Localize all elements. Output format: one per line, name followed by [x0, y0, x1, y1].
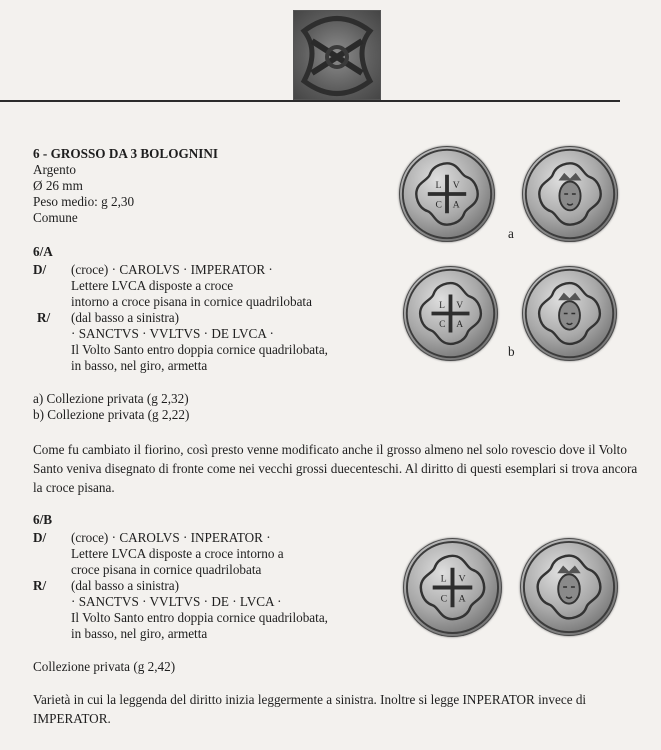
svg-text:V: V — [452, 180, 460, 192]
weight-text: Peso medio: g 2,30 — [33, 194, 135, 209]
section-title: 6 - GROSSO DA 3 BOLOGNINI — [33, 146, 219, 161]
svg-text:V: V — [456, 300, 464, 311]
variant-a-reverse-marker: R/ — [37, 310, 51, 325]
variant-b-obverse-line: (croce) · CAROLVS · INPERATOR · — [71, 530, 271, 545]
svg-text:A: A — [452, 199, 460, 211]
coin-b-label: b — [508, 344, 515, 359]
variant-a-obverse-line: intorno a croce pisana in cornice quadrilobata — [71, 294, 312, 309]
svg-text:C: C — [439, 319, 446, 330]
variant-a-label: 6/A — [33, 244, 53, 259]
variant-a-obverse-marker: D/ — [33, 262, 47, 277]
collection-a-text: a) Collezione privata (g 2,32) — [33, 391, 189, 406]
diameter-text: Ø 26 mm — [33, 178, 83, 193]
footer-note-paragraph: Varietà in cui la leggenda del diritto inizia leggermente a sinistra. Inoltre si legge INPERATOR invece di IMPERATOR. — [33, 692, 587, 726]
collection-b-variant-text: Collezione privata (g 2,42) — [33, 659, 176, 674]
metal-text: Argento — [33, 162, 76, 177]
variant-b-reverse-line: Il Volto Santo entro doppia cornice quadrilobata, — [71, 610, 328, 625]
variant-a-obverse-line: (croce) · CAROLVS · IMPERATOR · — [71, 262, 273, 277]
commentary-paragraph: Come fu cambiato il fiorino, così presto venne modificato anche il grosso almeno nel solo rovescio dove il Volto Santo veniva disegnato di fronte come nei vecchi grossi duecenteschi. Al diritto di questi esemplari si trova ancora la croce pisana. — [33, 442, 638, 495]
header-rule — [0, 100, 620, 102]
svg-text:L: L — [435, 180, 442, 192]
variant-b-obverse-line: Lettere LVCA disposte a croce intorno a — [71, 546, 284, 561]
svg-text:A: A — [456, 319, 464, 330]
variant-b-reverse-line: (dal basso a sinistra) — [71, 578, 180, 593]
variant-a-reverse-line: Il Volto Santo entro doppia cornice quadrilobata, — [71, 342, 328, 357]
rarity-text: Comune — [33, 210, 78, 225]
variant-b-reverse-line: · SANCTVS · VVLTVS · DE · LVCA · — [71, 594, 282, 609]
variant-a-reverse-line: in basso, nel giro, armetta — [71, 358, 208, 373]
coin-b-obverse-image — [403, 266, 498, 361]
collection-b-text: b) Collezione privata (g 2,22) — [33, 407, 190, 422]
svg-text:L: L — [440, 573, 447, 585]
coin-a-label: a — [508, 226, 514, 241]
variant-b-label: 6/B — [33, 512, 53, 527]
coin-b-reverse-image — [522, 266, 617, 361]
svg-text:V: V — [458, 573, 466, 585]
svg-text:C: C — [435, 199, 442, 211]
variant-a-reverse-line: · SANCTVS · VVLTVS · DE LVCA · — [71, 326, 274, 341]
header-ornament-image — [293, 10, 381, 100]
variant-b-obverse-marker: D/ — [33, 530, 47, 545]
svg-text:L: L — [439, 300, 445, 311]
svg-text:C: C — [440, 593, 448, 605]
svg-text:A: A — [458, 593, 466, 605]
variant-a-obverse-line: Lettere LVCA disposte a croce — [71, 278, 234, 293]
coin-c-reverse-image — [520, 538, 618, 636]
variant-b-reverse-line: in basso, nel giro, armetta — [71, 626, 208, 641]
variant-a-reverse-line: (dal basso a sinistra) — [71, 310, 180, 325]
coin-c-obverse-image — [403, 538, 502, 637]
variant-b-obverse-line: croce pisana in cornice quadrilobata — [71, 562, 262, 577]
coin-a-obverse-image — [399, 146, 495, 242]
variant-b-reverse-marker: R/ — [33, 578, 47, 593]
coin-a-reverse-image — [522, 146, 618, 242]
